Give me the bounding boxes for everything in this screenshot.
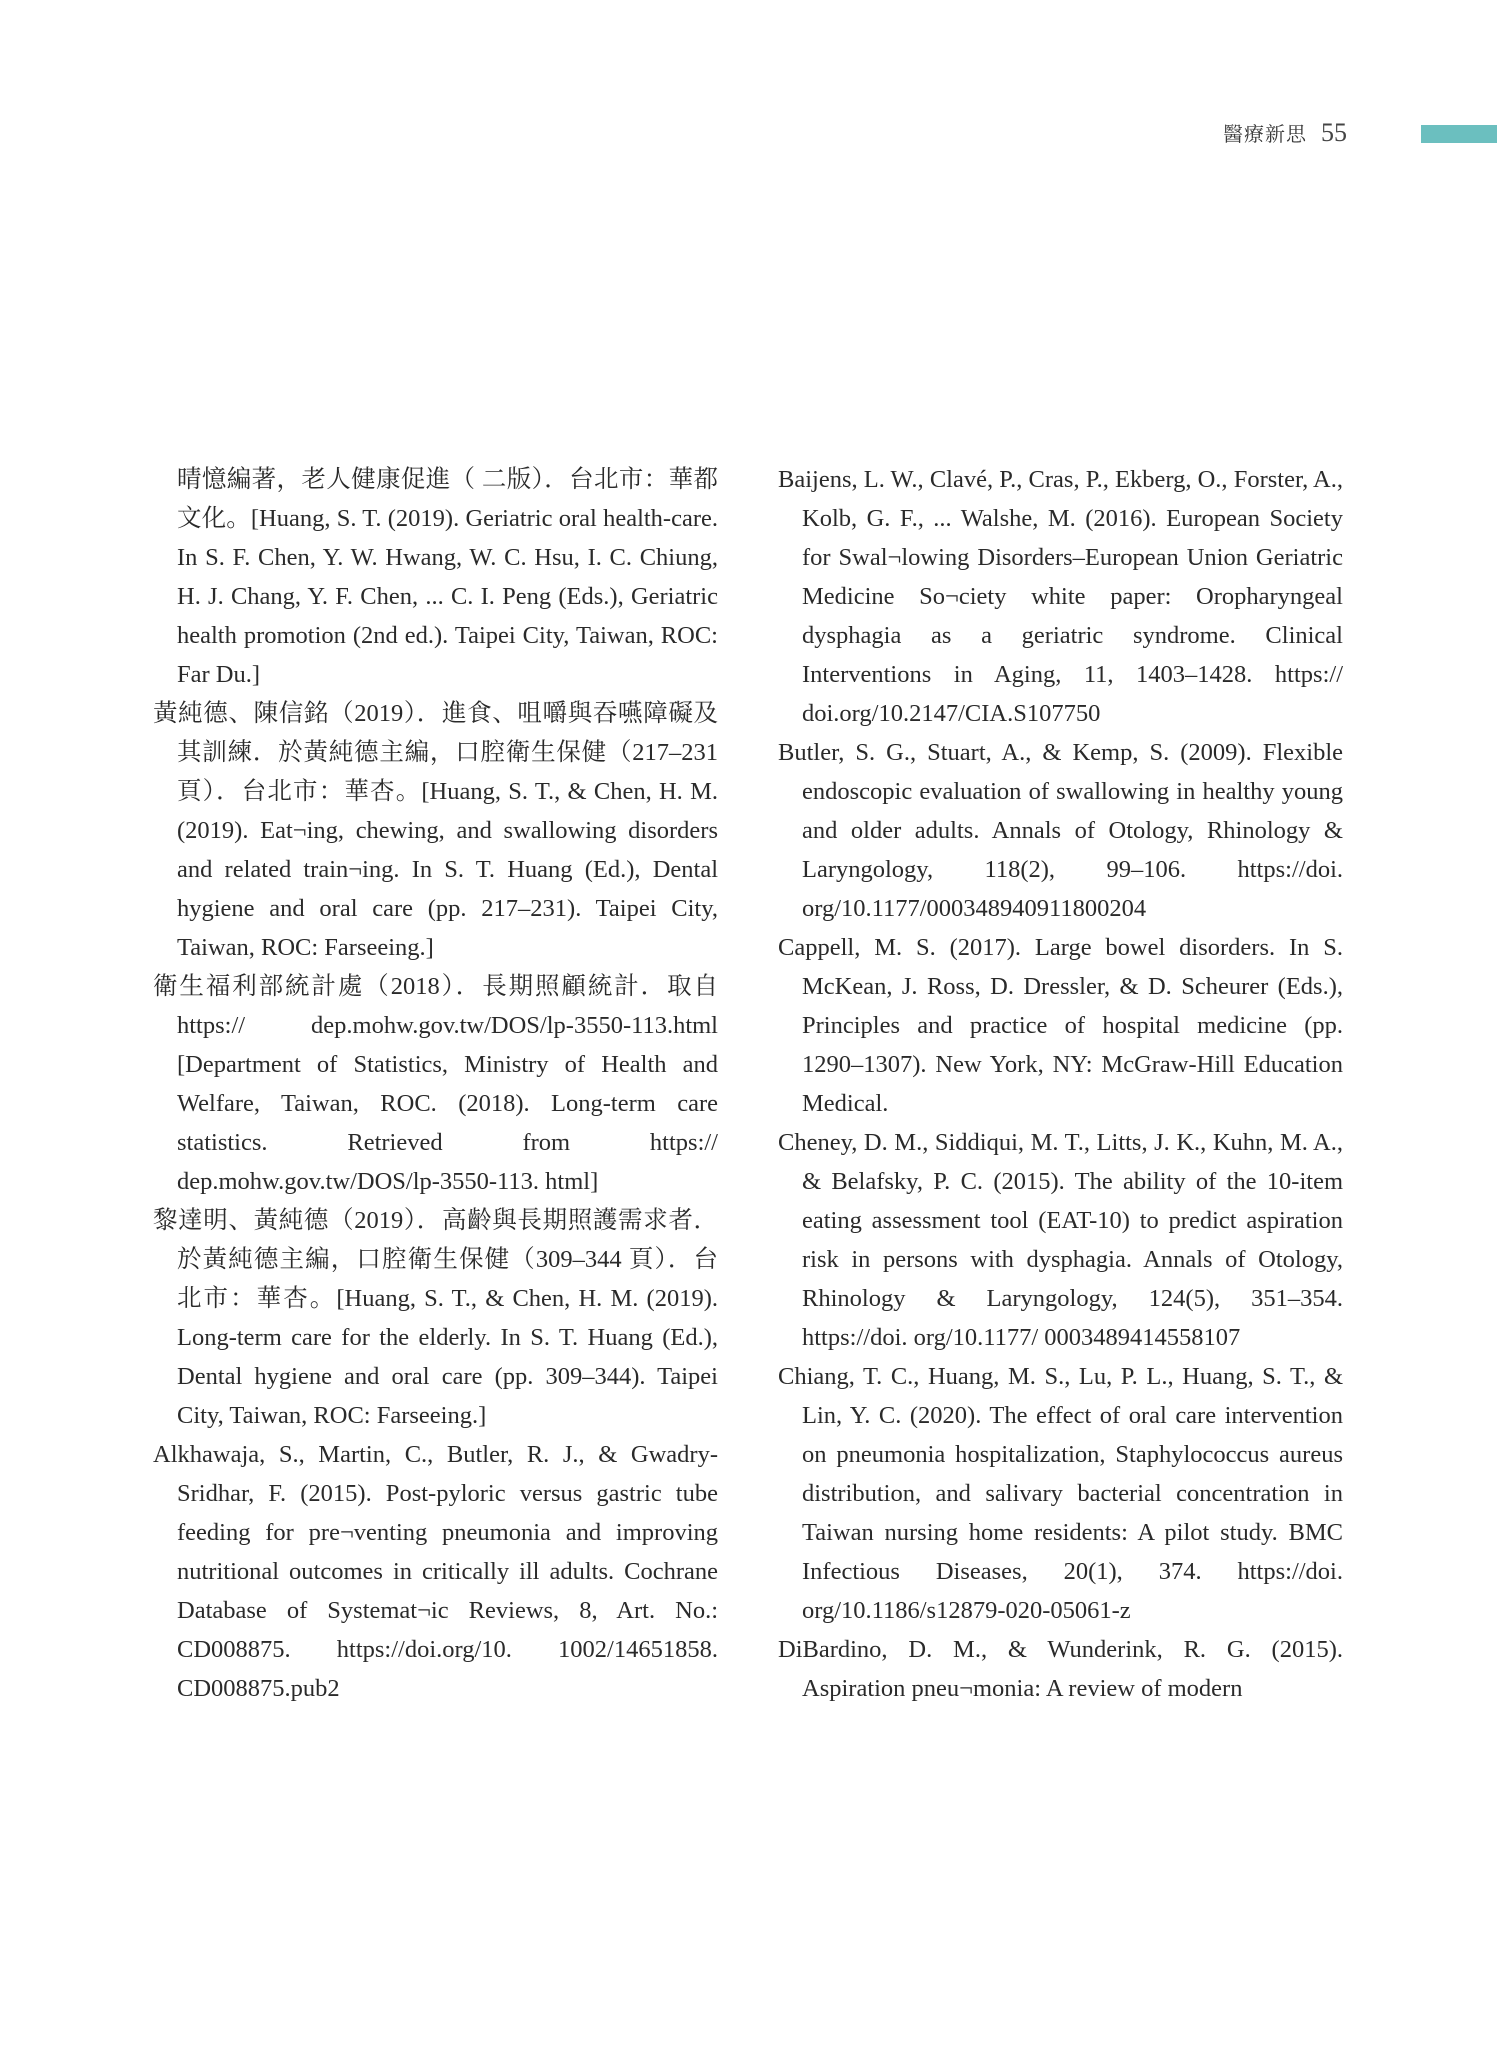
reference-entry: Cheney, D. M., Siddiqui, M. T., Litts, J. K., Kuhn, M. A., & Belafsky, P. C. (2015). The ability of the 10-item eating assessment tool (EAT-10) to predict aspiration risk in persons with dysphagia. Annals of Otology, Rhinology & Laryngology, 124(5), 351–354. https://doi. org/10.1177/ 0003489414558107	[778, 1129, 1343, 1351]
section-title: 醫療新思	[1223, 122, 1307, 146]
reference-entry: Cappell, M. S. (2017). Large bowel disorders. In S. McKean, J. Ross, D. Dressler, & D. Scheurer (Eds.), Principles and practice of hospital medicine (pp. 1290–1307). New York, NY: McGraw-Hill Education Medical.	[778, 934, 1343, 1117]
reference-entry: Butler, S. G., Stuart, A., & Kemp, S. (2009). Flexible endoscopic evaluation of swallowing in healthy young and older adults. Annals of Otology, Rhinology & Laryngology, 118(2), 99–106. https://doi. org/10.1177/000348940911800204	[778, 739, 1343, 922]
reference-entry: Baijens, L. W., Clavé, P., Cras, P., Ekberg, O., Forster, A., Kolb, G. F., ... Walshe, M. (2016). European Society for Swal¬lowing Disorders–European Union Geriatric Medicine So¬ciety white paper: Oropharyngeal dysphagia as a geriatric syndrome. Clinical Interventions in Aging, 11, 1403–1428. https:// doi.org/10.2147/CIA.S107750	[778, 466, 1343, 727]
reference-column-left	[153, 460, 718, 1708]
reference-entry: 晴憶編著，老人健康促進（ 二版）．台北市：華都文化。[Huang, S. T. (2019). Geriatric oral health-care. In S. F. Chen, Y. W. Hwang, W. C. Hsu, I. C. Chiung, H. J. Chang, Y. F. Chen, ... C. I. Peng (Eds.), Geriatric health promotion (2nd ed.). Taipei City, Taiwan, ROC: Far Du.]	[177, 466, 718, 688]
reference-entry: Alkhawaja, S., Martin, C., Butler, R. J., & Gwadry-Sridhar, F. (2015). Post-pyloric versus gastric tube feeding for pre¬venting pneumonia and improving nutritional outcomes in critically ill adults. Cochrane Database of Systemat¬ic Reviews, 8, Art. No.: CD008875. https://doi.org/10. 1002/14651858. CD008875.pub2	[153, 1441, 718, 1702]
reference-column-right	[778, 460, 1343, 1708]
reference-entry: 黎達明、黃純德（2019）．高齡與長期照護需求者．於黃純德主編，口腔衛生保健（309–344 頁）．台北市：華杏。[Huang, S. T., & Chen, H. M. (2019). Long-term care for the elderly. In S. T. Huang (Ed.), Dental hygiene and oral care (pp. 309–344). Taipei City, Taiwan, ROC: Farseeing.]	[153, 1207, 718, 1429]
reference-entry: Chiang, T. C., Huang, M. S., Lu, P. L., Huang, S. T., & Lin, Y. C. (2020). The effect of oral care intervention on pneumonia hospitalization, Staphylococcus aureus distribution, and salivary bacterial concentration in Taiwan nursing home residents: A pilot study. BMC Infectious Diseases, 20(1), 374. https://doi. org/10.1186/s12879-020-05061-z	[778, 1363, 1343, 1624]
reference-entry: 黃純德、陳信銘（2019）．進食、咀嚼與吞嚥障礙及其訓練．於黃純德主編，口腔衛生保健（217–231 頁）．台北市：華杏。[Huang, S. T., & Chen, H. M. (2019). Eat¬ing, chewing, and swallowing disorders and related train¬ing. In S. T. Huang (Ed.), Dental hygiene and oral care (pp. 217–231). Taipei City, Taiwan, ROC: Farseeing.]	[153, 700, 718, 961]
reference-entry: 衛生福利部統計處（2018）．長期照顧統計．取自 https:// dep.mohw.gov.tw/DOS/lp-3550-113.html [Department of Statistics, Ministry of Health and Welfare, Taiwan, ROC. (2018). Long-term care statistics. Retrieved from https:// dep.mohw.gov.tw/DOS/lp-3550-113. html]	[153, 973, 718, 1195]
reference-entry: DiBardino, D. M., & Wunderink, R. G. (2015). Aspiration pneu¬monia: A review of modern	[778, 1636, 1343, 1702]
running-header	[1223, 118, 1347, 148]
page-number: 55	[1321, 118, 1347, 147]
header-accent-bar	[1421, 125, 1497, 143]
